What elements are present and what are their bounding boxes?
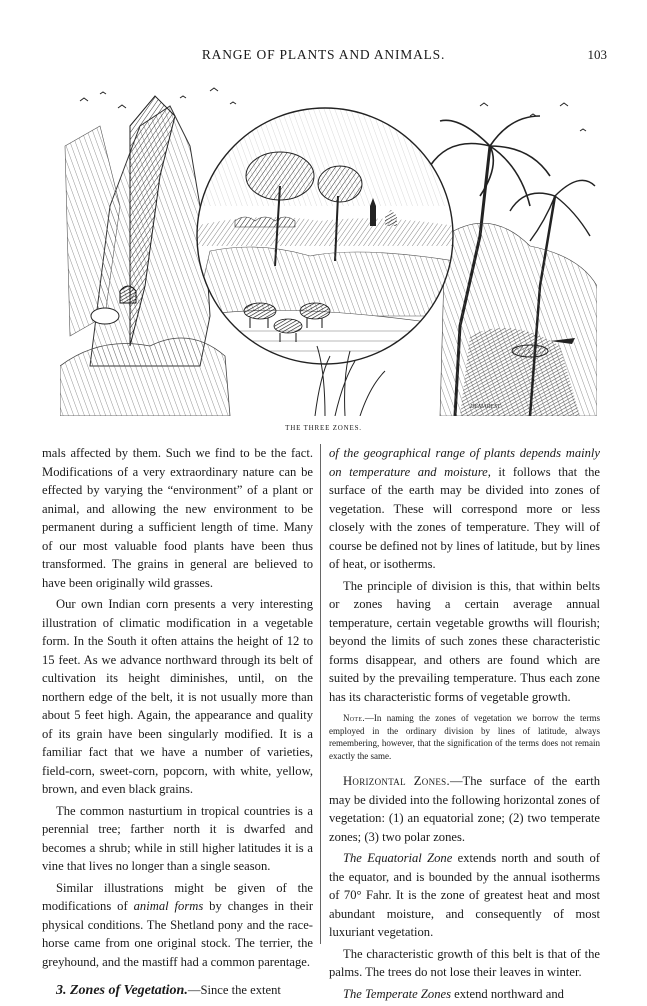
paragraph: The characteristic growth of this belt is that of the palms. The trees do not lose their leaves in winter. — [329, 946, 600, 979]
note-label: Note. — [343, 713, 365, 723]
section-paragraph — [42, 981, 313, 1001]
emphasis: animal forms — [133, 899, 204, 913]
note-text: —In naming the zones of vegetation we borrow the terms employed in the ordinary division by lines of latitude, always remembering, however, that the signification of the terms does not remain exactly the same. — [329, 713, 600, 761]
page-header — [40, 47, 607, 67]
subsection-heading: Horizontal Zones. — [343, 774, 450, 788]
paragraph: Our own Indian corn presents a very interesting illustration of climatic modification in a vegetable form. In the South it often attains the height of 12 to 15 feet. As we advance northward through its belt of cultivation its height diminishes, until, on the northern edge of the belt, it is not usually more than about 5 feet high. Again, the appearance and quality of its grain have been singularly modified. It is a familiar fact that we have a number of varieties, field-corn, sweet-corn, popcorn, with white, yellow, brown, and even black grains. — [42, 597, 313, 796]
paragraph-text: by changes in their physical conditions. The Shetland pony and the race-horse came from one original stock. The terrier, the greyhound, and the mastiff had a common parentage. — [42, 899, 314, 969]
paragraph — [329, 444, 600, 574]
section-heading: 3. Zones of Vegetation. — [56, 983, 188, 998]
paragraph — [329, 772, 600, 846]
emphasis: The Equatorial Zone — [343, 851, 453, 865]
page-number: 103 — [587, 47, 607, 62]
paragraph-text: —Since the extent — [187, 983, 281, 997]
emphasis: of the geographical range of plants depends mainly on temperature and moisture, — [329, 446, 600, 479]
paragraph — [42, 879, 313, 972]
running-title: RANGE OF PLANTS AND ANIMALS. — [201, 47, 446, 62]
emphasis: The Temperate Zones — [343, 986, 451, 1001]
right-column — [329, 444, 600, 1006]
paragraph-text: it follows that the surface of the earth may be divided into zones of vegetation. These will correspond more or less closely with the zones of temperature. They will of course be defined not by lines of latitude, but by lines of heat, or isotherms. — [329, 464, 600, 571]
paragraph: mals affected by them. Such we find to be the fact. Modifications of a very extraordinary nature can be effected by varying the “environment” of a plant or animal, and allowing the new environment to be permanent during a sufficient length of time. Many of our most valuable food plants have been thus transformed. The grains in general are believed to have been originally wild grasses. — [42, 446, 313, 590]
tropical-scene — [430, 103, 597, 416]
paragraph-text: Similar illustrations might be given of the modifications of — [42, 880, 313, 913]
footnote — [329, 712, 600, 762]
paragraph: The common nasturtium in tropical countries is a perennial tree; farther north it is dwarfed and becomes a shrub; while in still higher latitudes it is a vine that lives no longer than a single season. — [42, 803, 313, 873]
paragraph — [329, 849, 600, 942]
paragraph-text: extend northward and — [450, 986, 564, 1001]
paragraph: The principle of division is this, that within belts or zones having a certain average annual temperature, certain vegetable growths will flourish; beyond the limits of such zones these characteristic forms disappear, and others are found which are suited by the prevailing temperature. Thus each zone has its characteristic forms of vegetable growth. — [329, 578, 600, 704]
column-divider — [320, 444, 321, 944]
paragraph-text: extends north and south of the equator, and is bounded by the annual isotherms of 70° Fahr. It is the zone of greatest heat and most abundant moisture, and consequently of most luxuriant vegetation. — [329, 851, 601, 939]
figure-caption: THE THREE ZONES. — [285, 424, 362, 432]
engraver-signature: DEMAREST — [470, 404, 501, 410]
paragraph — [329, 985, 600, 1004]
left-column — [42, 444, 313, 1004]
paragraph-text: —The surface of the earth may be divided into the following horizontal zones of vegetation: (1) an equatorial zone; (2) two temperate zones; (3) two polar zones. — [329, 774, 600, 844]
three-zones-engraving — [60, 86, 597, 416]
